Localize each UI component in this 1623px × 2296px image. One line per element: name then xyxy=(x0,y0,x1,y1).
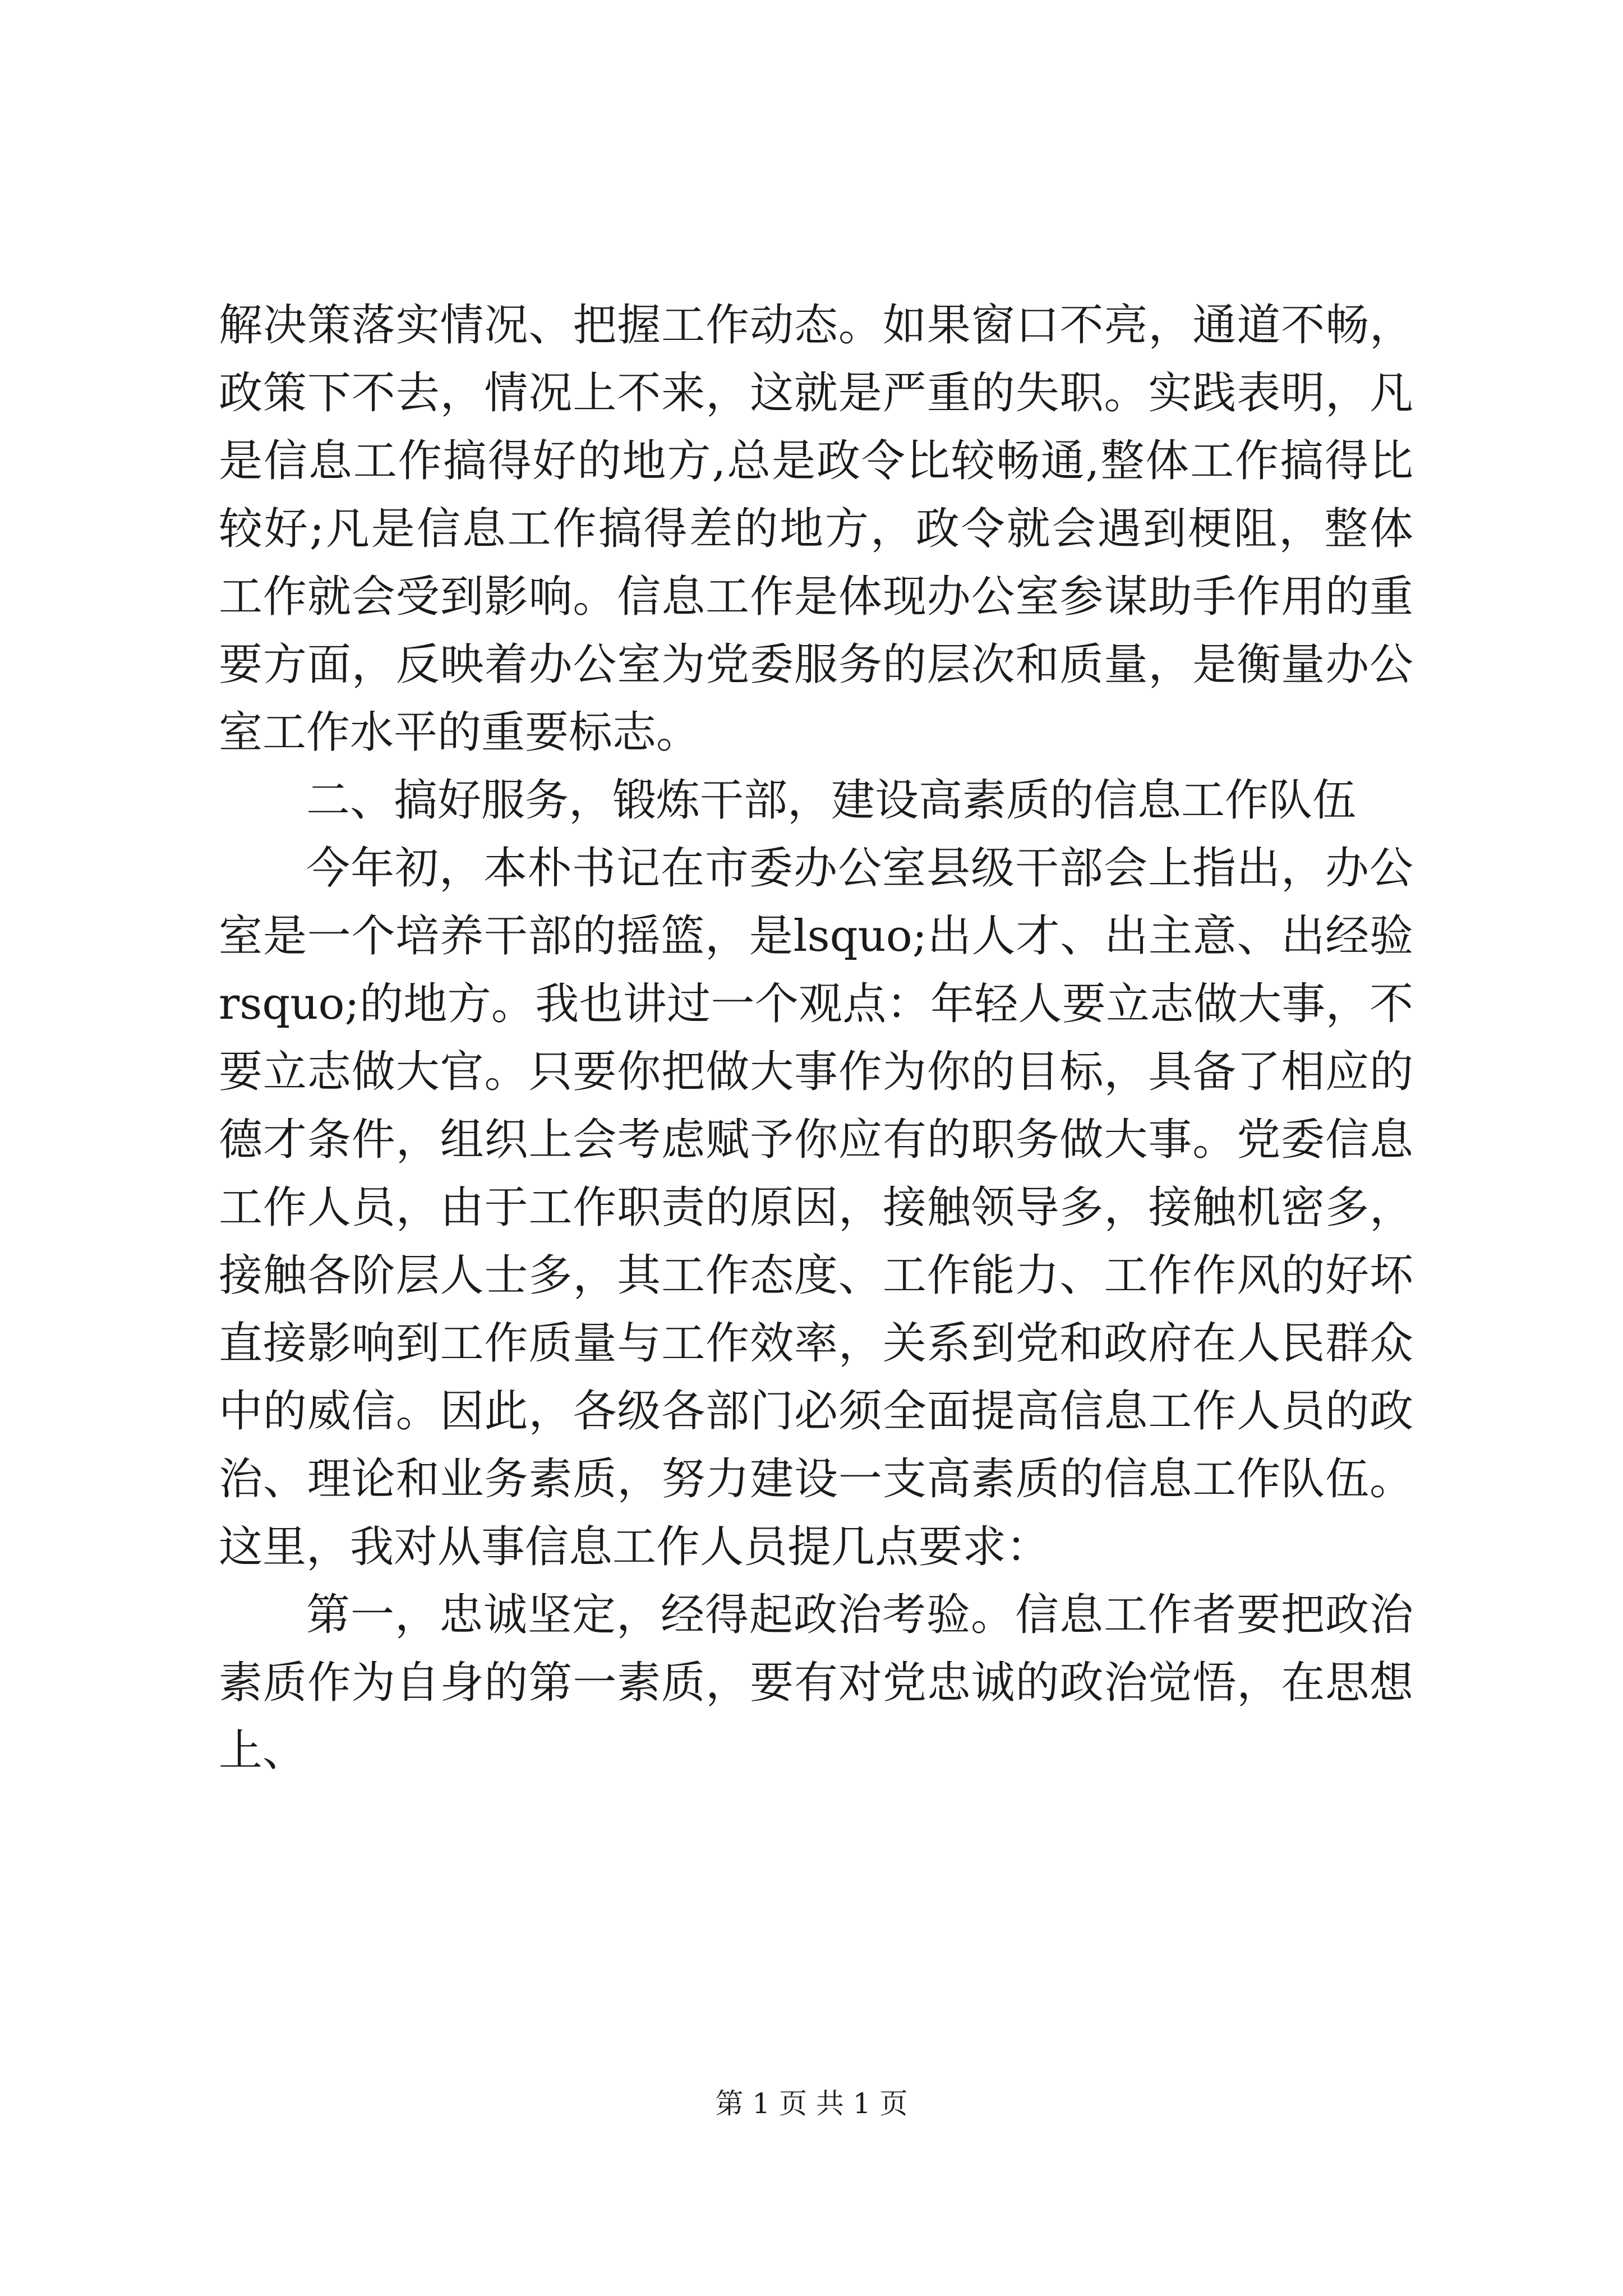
paragraph-body: 今年初，本朴书记在市委办公室县级干部会上指出，办公室是一个培养干部的摇篮，是lsquo;出人才、出主意、出经验rsquo;的地方。我也讲过一个观点：年轻人要立志做大事，不要立志做大官。只要你把做大事作为你的目标，具备了相应的德才条件，组织上会考虑赋予你应有的职务做大事。党委信息工作人员，由于工作职责的原因，接触领导多，接触机密多，接触各阶层人士多，其工作态度、工作能力、工作作风的好坏直接影响到工作质量与工作效率，关系到党和政府在人民群众中的威信。因此，各级各部门必须全面提高信息工作人员的政治、理论和业务素质，努力建设一支高素质的信息工作队伍。这里，我对从事信息工作人员提几点要求： xyxy=(219,843,1413,1572)
document-body xyxy=(219,292,1413,1785)
paragraph-continuation: 解决策落实情况、把握工作动态。如果窗口不亮，通道不畅，政策下不去，情况上不来，这就是严重的失职。实践表明，凡是信息工作搞得好的地方,总是政令比较畅通,整体工作搞得比较好;凡是信息工作搞得差的地方，政令就会遇到梗阻，整体工作就会受到影响。信息工作是体现办公室参谋助手作用的重要方面，反映着办公室为党委服务的层次和质量，是衡量办公室工作水平的重要标志。 xyxy=(219,300,1413,758)
paragraph-first-requirement: 第一，忠诚坚定，经得起政治考验。信息工作者要把政治素质作为自身的第一素质，要有对党忠诚的政治觉悟，在思想上、 xyxy=(219,1590,1413,1776)
page-number-footer: 第 1 页 共 1 页 xyxy=(715,2087,908,2120)
section-heading: 二、搞好服务，锻炼干部，建设高素质的信息工作队伍 xyxy=(306,775,1357,826)
